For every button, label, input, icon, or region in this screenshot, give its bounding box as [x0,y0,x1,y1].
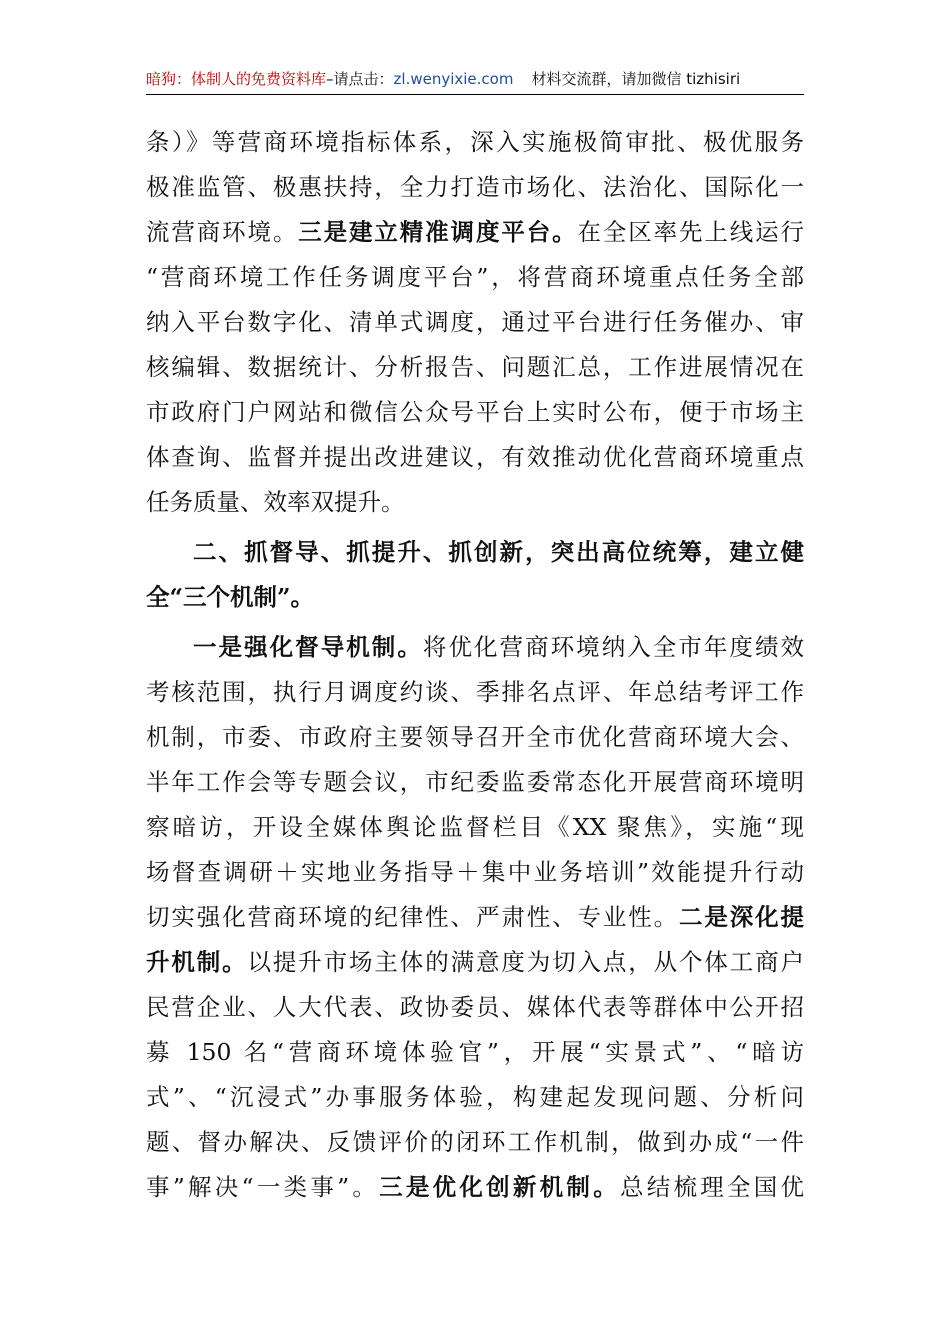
text-line: 极准监管、极惠扶持，全力打造市场化、法治化、国际化一 [146,173,804,201]
bold-phrase: 三是优化创新机制。 [379,1173,620,1201]
text-line: 切实强化营商环境的纪律性、严肃性、专业性。二是深化提 [146,903,804,931]
page-header [146,64,804,95]
site-url-link[interactable]: zl.wenyixie.com [393,70,514,88]
text-line: 场督查调研＋实地业务指导＋集中业务培训”效能提升行动 [146,858,804,886]
text-line: 流营商环境。三是建立精准调度平台。在全区率先上线运行 [146,218,804,246]
text-line: 体查询、监督并提出改进建议，有效推动优化营商环境重点 [146,443,804,471]
bold-phrase: 一是强化督导机制。 [193,633,423,661]
text-line: 任务质量、效率双提升。 [146,488,405,516]
bold-phrase: 三是建立精准调度平台。 [298,218,578,246]
text-line: 核编辑、数据统计、分析报告、问题汇总，工作进展情况在 [146,353,804,381]
bold-phrase: 二是深化提 [678,903,804,931]
text-line: 一是强化督导机制。将优化营商环境纳入全市年度绩效 [193,633,804,661]
text-line: 民营企业、人大代表、政协委员、媒体代表等群体中公开招 [146,993,804,1021]
text-line: 机制，市委、市政府主要领导召开全市优化营商环境大会、 [146,723,804,751]
text-line: 升机制。以提升市场主体的满意度为切入点，从个体工商户 [146,948,804,976]
text-line: 半年工作会等专题会议，市纪委监委常态化开展营商环境明 [146,768,804,796]
text-line: 式”、“沉浸式”办事服务体验，构建起发现问题、分析问 [146,1083,804,1111]
text-line: 考核范围，执行月调度约谈、季排名点评、年总结考评工作 [146,678,804,706]
text-line: 市政府门户网站和微信公众号平台上实时公布，便于市场主 [146,398,804,426]
text-line: 纳入平台数字化、清单式调度，通过平台进行任务催办、审 [146,308,804,336]
text-line: 题、督办解决、反馈评价的闭环工作机制，做到办成“一件 [146,1128,804,1156]
section-heading: 二、抓督导、抓提升、抓创新，突出高位统筹，建立健 [193,538,804,566]
text-line: 条）》等营商环境指标体系，深入实施极简审批、极优服务 [146,128,804,156]
text-line: 募 150 名“营商环境体验官”，开展“实景式”、“暗访 [146,1038,804,1066]
wechat-note: 材料交流群，请加微信 tizhisiri [531,70,741,88]
text-line: 察暗访，开设全媒体舆论监督栏目《XX 聚焦》，实施“现 [146,813,804,841]
click-prompt: –请点击： [326,70,394,88]
site-name: 暗狗：体制人的免费资料库 [146,70,327,88]
document-body [146,120,804,1210]
text-line: 事”解决“一类事”。三是优化创新机制。总结梳理全国优 [146,1173,804,1201]
bold-phrase: 升机制。 [146,948,248,976]
text-line: “营商环境工作任务调度平台”，将营商环境重点任务全部 [146,263,804,291]
section-heading: 全“三个机制”。 [146,583,315,611]
